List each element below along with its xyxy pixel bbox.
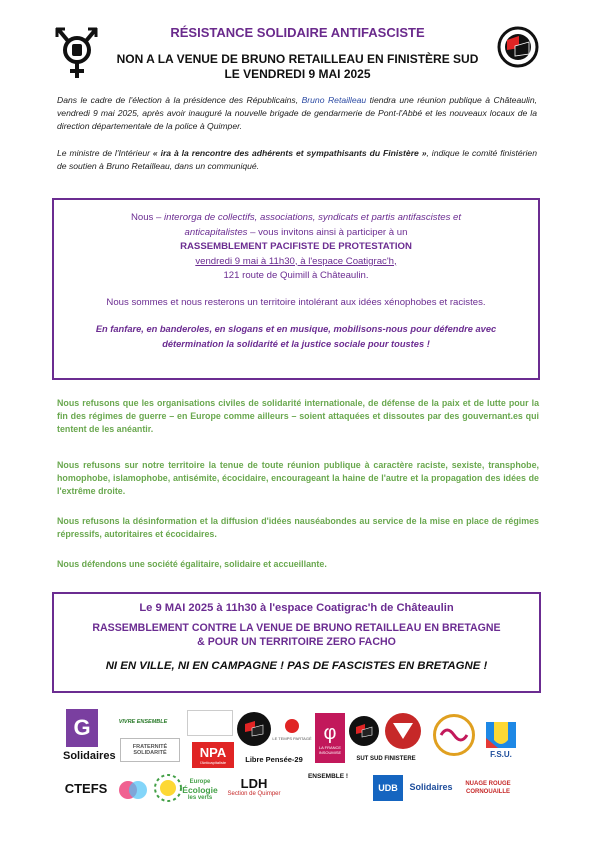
fsu-logo: F.S.U. bbox=[481, 716, 521, 762]
planning-familial-logo bbox=[286, 784, 362, 800]
invite-line-1: Nous – interorga de collectifs, associations, syndicats et partis antifascistes et bbox=[130, 212, 462, 223]
hand-icon bbox=[284, 718, 300, 736]
colorful-circle-logo bbox=[433, 714, 475, 756]
antifa-circle-logo-2 bbox=[349, 716, 379, 746]
fraternite-logo: FRATERNITÉ SOLIDARITÉ bbox=[120, 738, 180, 762]
ensemble-logo: ENSEMBLE ! bbox=[307, 772, 349, 780]
intro-paragraph-2: Le ministre de l'Intérieur « ira à la rencontre des adhérents et sympathisants du Finistère », indique le comité finistérien de soutien à Bruno Retailleau, dans un communiqué. bbox=[57, 148, 537, 171]
refusal-paragraph-3: Nous refusons la désinformation et la diffusion d'idées nauséabondes au service de la mise en place de régimes répressifs, autoritaires et écocidaires. bbox=[57, 516, 539, 540]
defense-paragraph: Nous défendons une société égalitaire, solidaire et accueillante. bbox=[57, 559, 327, 569]
rally-line-2: RASSEMBLEMENT CONTRE LA VENUE DE BRUNO RETAILLEAU EN BRETAGNE bbox=[92, 622, 501, 634]
france-insoumise-logo: φ LA FRANCE INSOUMISE bbox=[315, 713, 345, 763]
sud-solidaires-logo: Solidaires bbox=[409, 782, 453, 792]
rally-date: Le 9 MAI 2025 à 11h30 à l'espace Coatigrac'h de Châteaulin bbox=[139, 602, 454, 614]
npa-logo: NPA l'Anticapitaliste bbox=[192, 742, 234, 768]
invite-line-2: anticapitalistes – vous invitons ainsi à participer à un bbox=[184, 226, 408, 238]
subtitle-line-2: LE VENDREDI 9 MAI 2025 bbox=[224, 67, 371, 81]
ctefs-logo: CTEFS bbox=[64, 780, 108, 796]
ecologie-logo: Europe Écologie les verts bbox=[182, 779, 218, 801]
vivre-ensemble-logo: VIVRE ENSEMBLE bbox=[118, 719, 168, 725]
intro-paragraph-1: Dans le cadre de l'élection à la présidence des Républicains, Bruno Retailleau tiendra une réunion publique à Châteaulin, vendredi 9 mai 2025, après avoir inauguré la nouvelle brigade de gendarmerie de Pont-l'Abbé et les nouveaux locaux de la direction départementale de la police à Quimper. bbox=[57, 95, 537, 131]
sud-sante-logo bbox=[385, 713, 421, 749]
temps-partage-logo: LE TEMPS PARTAGÉ bbox=[272, 712, 312, 746]
g-logo: G bbox=[66, 709, 98, 747]
sud-finistere-logo: SUT SUD FINISTERE bbox=[356, 756, 416, 762]
ldh-logo: LDH Section de Quimper bbox=[227, 776, 281, 797]
invitation-box bbox=[52, 198, 540, 380]
association-text-logo bbox=[187, 710, 233, 736]
invite-when: vendredi 9 mai à 11h30, à l'espace Coatigrac'h, bbox=[195, 255, 397, 267]
invite-call-2: détermination la solidarité et la justice sociale pour toustes ! bbox=[162, 338, 430, 349]
subtitle-line-1: NON A LA VENUE DE BRUNO RETAILLEAU EN FINISTÈRE SUD bbox=[116, 52, 479, 66]
antifa-circle-logo-1 bbox=[237, 712, 271, 746]
libre-pensee-logo: Libre Pensée-29 bbox=[245, 754, 303, 764]
invite-statement: Nous sommes et nous resterons un territoire intolérant aux idées xénophobes et racistes. bbox=[106, 296, 486, 308]
page-title: RÉSISTANCE SOLIDAIRE ANTIFASCISTE bbox=[170, 25, 425, 40]
nuage-rouge-logo: NUAGE ROUGE CORNOUAILLE bbox=[465, 781, 511, 795]
page-subtitle bbox=[0, 52, 595, 82]
invite-call-1: En fanfare, en banderoles, en slogans et en musique, mobilisons-nous pour défendre avec bbox=[95, 324, 497, 334]
rainbow-logo bbox=[116, 777, 150, 803]
rally-slogan: NI EN VILLE, NI EN CAMPAGNE ! PAS DE FASCISTES EN BRETAGNE ! bbox=[105, 660, 488, 672]
solidaires-logo: Solidaires bbox=[63, 750, 116, 762]
refusal-paragraph-2: Nous refusons sur notre territoire la tenue de toute réunion publique à caractère raciste, sexiste, transphobe, homophobe, islamophobe, antisémite, écocidaire, encourageant la haine de l'autre et la propagation des idées de l'extrême droite. bbox=[57, 460, 539, 497]
retailleau-name: Bruno Retailleau bbox=[301, 95, 367, 105]
invite-where: 121 route de Quimill à Châteaulin. bbox=[223, 270, 369, 281]
udb-logo: UDB bbox=[373, 775, 403, 801]
invite-heading: RASSEMBLEMENT PACIFISTE DE PROTESTATION bbox=[180, 241, 412, 252]
phi-icon: φ bbox=[323, 721, 337, 744]
rally-box bbox=[52, 592, 541, 693]
rally-line-3: & POUR UN TERRITOIRE ZERO FACHO bbox=[197, 636, 396, 648]
refusal-paragraph-1: Nous refusons que les organisations civiles de solidarité internationale, de défense de la paix et de lutte pour la fin des régimes de guerre – en Europe comme ailleurs – soient attaquées et dissoutes par des gouvernant.es qui tentent de les anéantir. bbox=[57, 398, 539, 435]
